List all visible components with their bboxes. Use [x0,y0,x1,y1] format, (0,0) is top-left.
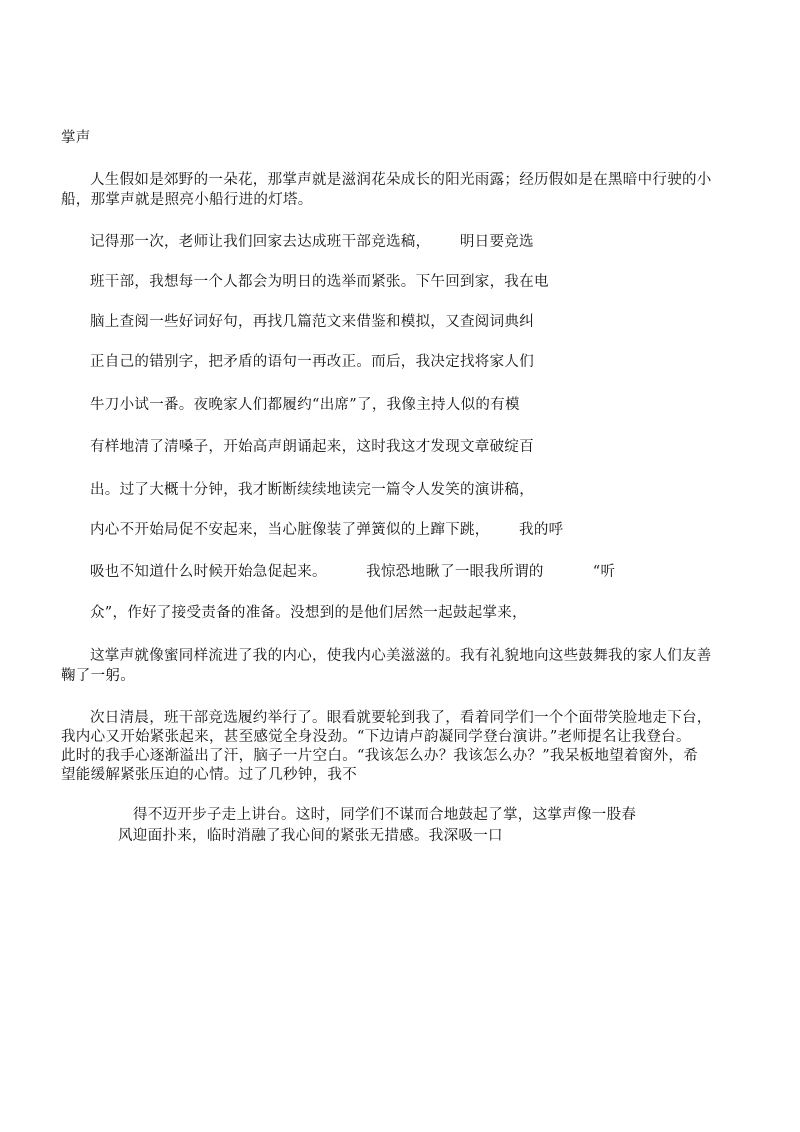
paragraph-5-line-1: 得不迈开步子走上讲台。这时，同学们不谋而合地鼓起了掌，这掌声像一股春 [133,807,637,823]
paragraph-5-line-2: 风迎面扑来，临时消融了我心间的紧张无措感。我深吸一口 [118,828,503,844]
paragraph-4-line-4: 望能缓解紧张压迫的心情。过了几秒钟，我不 [61,767,357,783]
paragraph-2-line-1: 记得那一次，老师让我们回家去达成班干部竞选稿， 明日要竞选 [90,234,534,250]
paragraph-2-line-7: 出。过了大概十分钟，我才断断续续地读完一篇令人发笑的演讲稿， [90,482,534,498]
paragraph-2-line-4: 正自己的错别字，把矛盾的语句一再改正。而后，我决定找将家人们 [90,354,534,370]
paragraph-2-line-9: 吸也不知道什么时候开始急促起来。 我惊恐地瞅了一眼我所谓的 “听 [90,564,616,580]
paragraph-2-line-10: 众”，作好了接受责备的准备。没想到的是他们居然一起鼓起掌来， [90,605,527,621]
paragraph-1-line-1: 人生假如是郊野的一朵花，那掌声就是滋润花朵成长的阳光雨露；经历假如是在黑暗中行驶的小 [90,172,712,188]
paragraph-3-line-1: 这掌声就像蜜同样流进了我的内心，使我内心美滋滋的。我有礼貌地向这些鼓舞我的家人们友善 [90,648,712,664]
document-title: 掌声 [61,130,91,146]
paragraph-2-line-8: 内心不开始局促不安起来，当心脏像装了弹簧似的上蹿下跳， 我的呼 [90,522,564,538]
paragraph-3-line-2: 鞠了一躬。 [61,668,135,684]
paragraph-2-line-5: 牛刀小试一番。夜晚家人们都履约“出席”了，我像主持人似的有模 [90,397,520,413]
paragraph-4-line-1: 次日清晨，班干部竞选履约举行了。眼看就要轮到我了，看着同学们一个个面带笑脸地走下台， [90,710,712,726]
paragraph-1-line-2: 船，那掌声就是照亮小船行进的灯塔。 [61,192,313,208]
paragraph-4-line-2: 我内心又开始紧张起来，甚至感觉全身没劲。“下边请卢韵凝同学登台演讲。”老师提名让我登台。 [61,729,691,745]
paragraph-4-line-3: 此时的我手心逐渐溢出了汗，脑子一片空白。“我该怎么办？我该怎么办？”我呆板地望着窗外，希 [61,748,699,764]
paragraph-2-line-6: 有样地清了清嗓子，开始高声朗诵起来，这时我这才发现文章破绽百 [90,439,534,455]
paragraph-2-line-2: 班干部，我想每一个人都会为明日的选举而紧张。下午回到家，我在电 [90,274,549,290]
paragraph-2-line-3: 脑上查阅一些好词好句，再找几篇范文来借鉴和模拟，又查阅词典纠 [90,314,534,330]
